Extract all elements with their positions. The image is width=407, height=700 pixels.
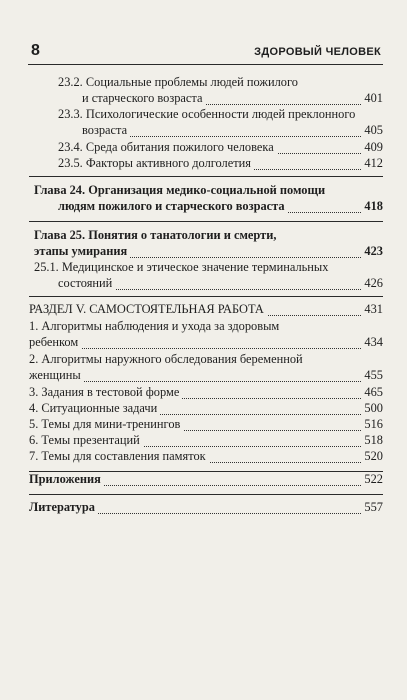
toc-item-2-line2: женщины 455: [29, 368, 383, 382]
toc-page-number: 434: [361, 335, 383, 350]
toc-page-number: 522: [361, 472, 383, 487]
toc-page-number: 520: [361, 449, 383, 464]
toc-chapter-24-line2: людям пожилого и старческого возраста 418: [58, 199, 383, 213]
page-number: 8: [31, 42, 40, 59]
toc-entry-23-2-line2: и старческого возраста 401: [82, 91, 383, 105]
toc-entry-23-5: 23.5. Факторы активного долголетия 412: [58, 156, 383, 170]
toc-page-number: 418: [361, 199, 383, 214]
toc-page-number: 518: [361, 433, 383, 448]
toc-item-1-line1: 1. Алгоритмы наблюдения и ухода за здоровым: [29, 319, 383, 334]
toc-page-number: 426: [361, 276, 383, 291]
toc-item-2-line1: 2. Алгоритмы наружного обследования беременной: [29, 352, 383, 367]
toc-appendices: Приложения 522: [29, 472, 383, 486]
toc-page-number: 516: [361, 417, 383, 432]
toc-page-number: 431: [361, 302, 383, 317]
toc-item-7: 7. Темы для составления памяток 520: [29, 449, 383, 463]
toc-page-number: 405: [361, 123, 383, 138]
section-divider: [29, 494, 383, 495]
toc-item-6: 6. Темы презентаций 518: [29, 433, 383, 447]
running-title: ЗДОРОВЫЙ ЧЕЛОВЕК: [254, 46, 381, 58]
toc-entry-23-3-line2: возраста 405: [82, 123, 383, 137]
toc-page-number: 557: [361, 500, 383, 515]
toc-page-number: 465: [361, 385, 383, 400]
toc-literature: Литература 557: [29, 500, 383, 514]
toc-chapter-25-line1: Глава 25. Понятия о танатологии и смерти,: [34, 228, 383, 243]
toc-page-number: 412: [361, 156, 383, 171]
toc-chapter-24-line1: Глава 24. Организация медико-социальной помощи: [34, 183, 383, 198]
toc-entry-25-1-line1: 25.1. Медицинское и этическое значение терминальных: [34, 260, 383, 275]
toc-page-number: 401: [361, 91, 383, 106]
toc-item-4: 4. Ситуационные задачи 500: [29, 401, 383, 415]
toc-item-3: 3. Задания в тестовой форме 465: [29, 385, 383, 399]
toc-page-number: 500: [361, 401, 383, 416]
toc-entry-23-2-line1: 23.2. Социальные проблемы людей пожилого: [58, 75, 383, 90]
section-divider: [29, 176, 383, 177]
toc-page-number: 409: [361, 140, 383, 155]
toc-chapter-25-line2: этапы умирания 423: [34, 244, 383, 258]
toc-entry-23-3-line1: 23.3. Психологические особенности людей преклонного: [58, 107, 383, 122]
toc-item-5: 5. Темы для мини-тренингов 516: [29, 417, 383, 431]
toc-page-number: 423: [361, 244, 383, 259]
toc-section-5: РАЗДЕЛ V. САМОСТОЯТЕЛЬНАЯ РАБОТА 431: [29, 302, 383, 316]
toc-entry-25-1-line2: состояний 426: [58, 276, 383, 290]
section-divider: [29, 221, 383, 222]
toc-entry-23-4: 23.4. Среда обитания пожилого человека 409: [58, 140, 383, 154]
toc-page-number: 455: [361, 368, 383, 383]
toc-item-1-line2: ребенком 434: [29, 335, 383, 349]
section-divider: [29, 296, 383, 297]
